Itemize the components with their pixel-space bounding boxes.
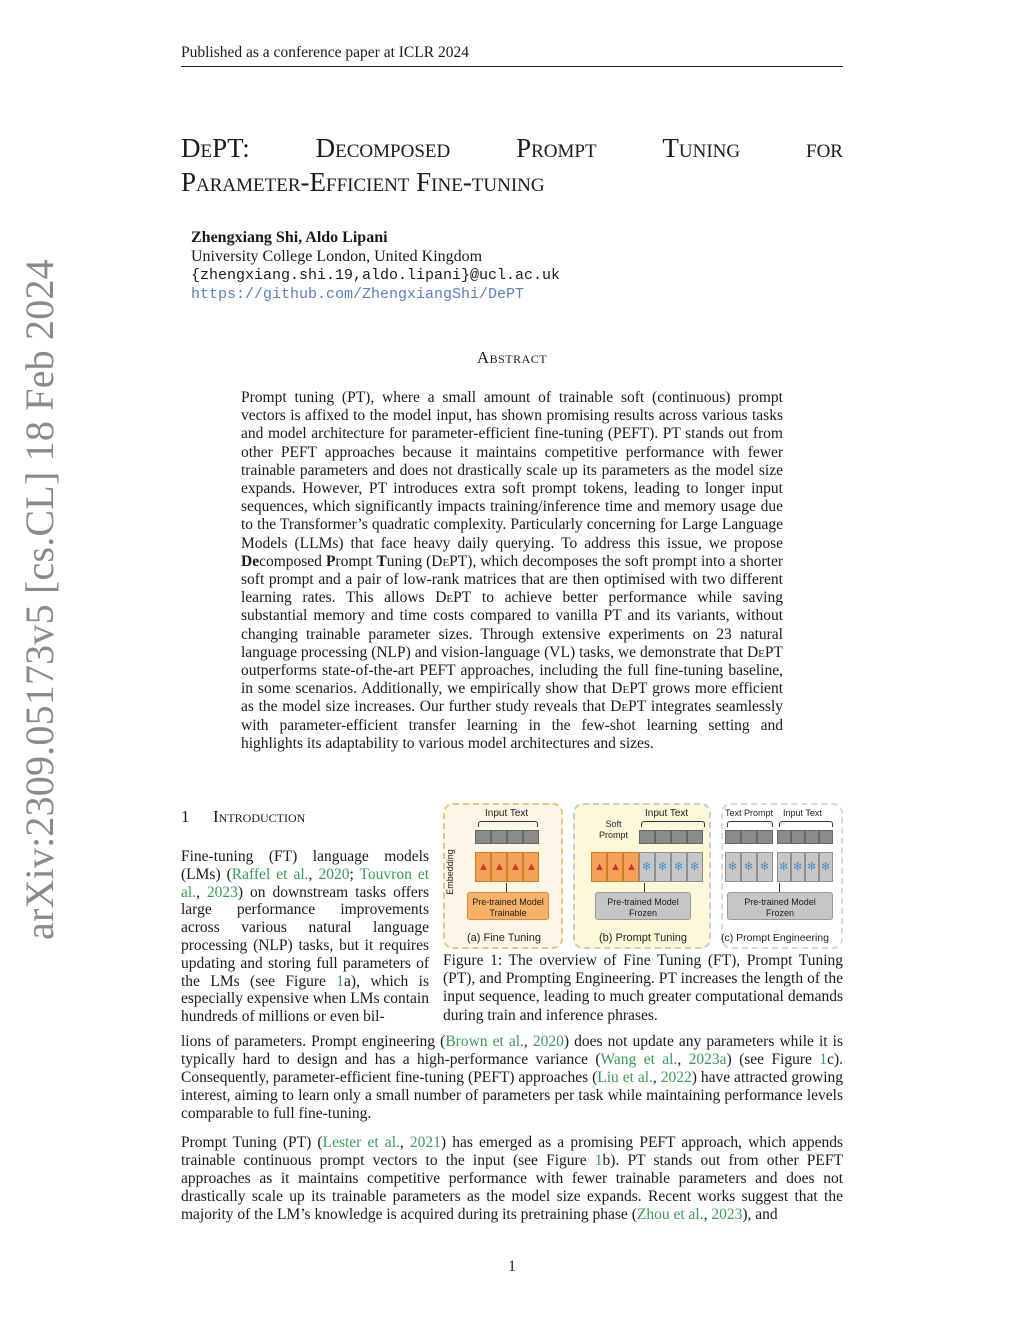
prompt-label: Prompt — [599, 830, 629, 840]
input-token — [507, 830, 523, 844]
figure-1 — [443, 803, 843, 949]
panel-caption: (c) Prompt Engineering — [721, 932, 829, 944]
abstract-bold-letter: T — [376, 552, 387, 570]
input-token — [475, 830, 491, 844]
figure-ref-link[interactable]: 1 — [819, 1051, 828, 1068]
abstract-text: Prompt tuning (PT), where a small amount of trainable soft (continuous) prompt vectors is affixed to the model input, has shown promising results across various tasks and model architecture for parameter-efficient fine-tuning (PEFT). PT stands out from other PEFT approaches because it maintains competitive performance with fewer trainable parameters and does not drastically scale up its parameters as the model size expands. However, PT introduces extra soft prompt tokens, leading to longer input sequences, which significantly impacts training/inference time and memory usage due to the Transformer’s quadratic complexity. Particularly concerning for Large Language Models (LLMs) that face heavy daily querying. To address this issue, we propose — [241, 389, 783, 552]
panel-prompt-tuning — [573, 803, 711, 949]
citation-link[interactable]: Lester et al. — [322, 1134, 400, 1151]
intro-text: ) have attracted growing interest, aiming to learn only a small number of parameters per task while maintaining performance levels comparable to full fine-tuning. — [181, 1069, 844, 1122]
brace — [779, 821, 833, 827]
snowflake-icon: ✻ — [674, 861, 684, 873]
intro-text: ) (see Figure — [726, 1051, 820, 1068]
figure-ref-link[interactable]: 1 — [336, 972, 345, 990]
snowflake-icon: ✻ — [779, 861, 789, 873]
panel-prompt-engineering — [721, 803, 843, 949]
flame-icon: ▲ — [610, 861, 621, 873]
snowflake-icon: ✻ — [744, 861, 754, 873]
prompt-token — [757, 830, 773, 844]
input-token — [523, 830, 539, 844]
page-number: 1 — [508, 1258, 516, 1275]
figure-ref-link[interactable]: 1 — [594, 1152, 603, 1169]
snowflake-icon: ✻ — [793, 861, 803, 873]
citation-link[interactable]: Brown et al. — [445, 1033, 524, 1050]
figure-1-caption: Figure 1: The overview of Fine Tuning (FT), Prompt Tuning (PT), and Prompting Engineering. PT increases the length of the input sequence, leading to much greater computational demands during train and inference phrases. — [443, 952, 843, 1024]
snowflake-icon: ✻ — [728, 861, 738, 873]
affiliation: University College London, United Kingdom — [191, 248, 483, 265]
citation-year-link[interactable]: 2020 — [318, 865, 350, 883]
model-state-label: Frozen — [765, 908, 794, 918]
citation-year-link[interactable]: 2023 — [206, 883, 238, 901]
panel-fine-tuning — [443, 803, 563, 949]
abstract-text: to achieve better performance while saving substantial memory and time costs compared to vanilla PT and its variants, without changing trainable parameter sizes. Through extensive experiments on 23 natural language processing (NLP) and vision-language (VL) tasks, we demonstrate that — [241, 589, 783, 661]
input-token — [671, 830, 687, 844]
intro-text: b). PT stands out from other PEFT approaches as it maintains competitive performance with fewer trainable parameters and does not drastically scale up its trainable parameters as the model size expands. Recent works suggest that the majority of the LM’s knowledge is acquired during its pretraining phase ( — [181, 1152, 843, 1223]
abstract-body — [241, 389, 783, 753]
section-number: 1 — [181, 807, 190, 826]
snowflake-icon: ✻ — [690, 861, 700, 873]
prompt-token — [725, 830, 741, 844]
arxiv-identifier: arXiv:2309.05173v5 [cs.CL] 18 Feb 2024 — [17, 259, 62, 940]
intro-paragraph-2: Prompt Tuning (PT) (Lester et al., 2021) has emerged as a promising PEFT approach, which appends trainable continuous prompt vectors to the input (see Figure 1b). PT stands out from other PEFT approaches as it maintains competitive performance with fewer trainable parameters and does not drastically scale up its trainable parameters as the model size expands. Recent works suggest that the majority of the LM’s knowledge is acquired during its pretraining phase (Zhou et al., 2023), and — [181, 1134, 843, 1223]
soft-prompt-label — [599, 819, 628, 841]
arrow — [506, 883, 507, 892]
abstract-text: ), which decomposes the soft prompt into a shorter soft prompt and a pair of low-rank matrices that are then optimised with two different learning rates. This allows — [241, 552, 783, 607]
citation-link[interactable]: Zhou et al. — [636, 1206, 704, 1223]
title-word: Prompt — [516, 133, 597, 163]
method-name: DePT — [610, 698, 647, 716]
abstract-text: grows more efficient as the model size increases. Our further study reveals that — [241, 680, 783, 716]
citation-year-link[interactable]: 2023a — [688, 1051, 727, 1068]
model-label: Pre-trained Model — [607, 897, 679, 907]
flame-icon: ▲ — [478, 861, 489, 873]
model-label: Pre-trained Model — [472, 897, 544, 907]
citation-link[interactable]: Touvron et al. — [181, 865, 430, 901]
embedding-label: Embedding — [444, 849, 455, 895]
title-word: for — [806, 133, 843, 163]
flame-icon: ▲ — [526, 861, 537, 873]
citation-year-link[interactable]: 2022 — [660, 1069, 692, 1086]
flame-icon: ▲ — [494, 861, 505, 873]
input-token — [819, 830, 833, 844]
abstract-text: uning ( — [386, 552, 432, 570]
panel-caption: (a) Fine Tuning — [467, 932, 541, 944]
repo-link[interactable]: https://github.com/ZhengxiangShi/DePT — [191, 286, 525, 303]
method-name: DePT — [611, 680, 648, 698]
input-token — [805, 830, 819, 844]
model-state-label: Frozen — [628, 908, 657, 918]
running-header: Published as a conference paper at ICLR 2024 — [181, 44, 469, 61]
brace — [478, 821, 538, 827]
prompt-token — [741, 830, 757, 844]
title-word: Decomposed — [315, 133, 451, 163]
title-line-2: Parameter-Efficient Fine-tuning — [181, 167, 545, 197]
citation-link[interactable]: Liu et al. — [597, 1069, 653, 1086]
flame-icon: ▲ — [594, 861, 605, 873]
flame-icon: ▲ — [510, 861, 521, 873]
author-names: Zhengxiang Shi, Aldo Lipani — [191, 229, 388, 246]
brace — [727, 821, 773, 827]
section-title: Introduction — [213, 807, 306, 826]
arrow — [779, 883, 780, 892]
section-heading-introduction — [181, 807, 305, 827]
intro-paragraph-1-continued: lions of parameters. Prompt engineering (Brown et al., 2020) does not update any parameters while it is typically hard to design and has a high-performance variance (Wang et al., 2023a) (see Figure 1c). Consequently, parameter-efficient fine-tuning (PEFT) approaches (Liu et al., 2022) have attracted growing interest, aiming to learn only a small number of parameters per task while maintaining performance levels comparable to full fine-tuning. — [181, 1033, 844, 1122]
intro-text: c). Consequently, parameter-efficient fine-tuning (PEFT) approaches ( — [181, 1051, 843, 1086]
input-token — [687, 830, 703, 844]
abstract-bold-letter: De — [241, 552, 260, 570]
title-word: Tuning — [662, 133, 741, 163]
input-text-label: Input Text — [645, 808, 689, 819]
input-token — [491, 830, 507, 844]
pretrained-model-frozen — [727, 892, 833, 920]
soft-label: Soft — [605, 819, 622, 829]
title-word: DePT: — [181, 133, 250, 163]
pretrained-model-frozen — [595, 892, 691, 920]
input-token — [777, 830, 791, 844]
author-emails[interactable]: {zhengxiang.shi.19,aldo.lipani}@ucl.ac.uk — [191, 267, 561, 284]
citation-link[interactable]: Wang et al. — [600, 1051, 678, 1068]
snowflake-icon: ✻ — [642, 861, 652, 873]
author-block — [191, 228, 831, 304]
input-token — [655, 830, 671, 844]
paper-title — [181, 131, 843, 199]
method-name: DePT — [431, 552, 468, 570]
snowflake-icon: ✻ — [658, 861, 668, 873]
pretrained-model-trainable — [467, 892, 549, 920]
snowflake-icon: ✻ — [760, 861, 770, 873]
citation-year-link[interactable]: 2020 — [532, 1033, 564, 1050]
abstract-text: outperforms state-of-the-art PEFT approaches, including the full fine-tuning baseline, in some scenarios. Additionally, we empirically show that — [241, 662, 783, 698]
title-line-1 — [181, 131, 843, 165]
input-text-label: Input Text — [783, 808, 822, 818]
citation-link[interactable]: Raffel et al. — [231, 865, 309, 883]
citation-year-link[interactable]: 2023 — [711, 1206, 743, 1223]
intro-paragraph-1-wrapped: Fine-tuning (FT) language models (LMs) (Raffel et al., 2020; Touvron et al., 2023) on downstream tasks offers large performance improvements across various natural language processing (NLP) tasks, but it requires updating and storing full parameters of the LMs (see Figure 1a), which is especially expensive when LMs contain hundreds of millions or even bil- — [181, 848, 430, 1026]
abstract-heading: Abstract — [476, 348, 548, 367]
model-state-label: Trainable — [489, 908, 527, 918]
method-name: DePT — [435, 589, 472, 607]
abstract-text: composed — [259, 552, 326, 570]
header-rule — [181, 66, 843, 67]
snowflake-icon: ✻ — [807, 861, 817, 873]
text-prompt-label: Text Prompt — [725, 808, 774, 818]
intro-text: Prompt Tuning (PT) ( — [181, 1134, 323, 1151]
method-name: DePT — [746, 643, 783, 661]
input-text-label: Input Text — [485, 808, 529, 819]
intro-text: ) does not update any parameters while it is typically hard to design and has a high-performance variance ( — [181, 1033, 844, 1068]
abstract-text: rompt — [335, 552, 377, 570]
abstract-bold-letter: P — [325, 552, 336, 570]
input-token — [639, 830, 655, 844]
input-token — [791, 830, 805, 844]
flame-icon: ▲ — [626, 861, 637, 873]
citation-year-link[interactable]: 2021 — [409, 1134, 441, 1151]
intro-text: ) has emerged as a promising PEFT approach, which appends trainable continuous prompt vectors to the input (see Figure — [181, 1134, 843, 1169]
model-label: Pre-trained Model — [744, 897, 816, 907]
brace — [641, 821, 705, 827]
arrow — [644, 883, 645, 892]
panel-caption: (b) Prompt Tuning — [599, 932, 688, 944]
snowflake-icon: ✻ — [821, 861, 831, 873]
intro-text: ), and — [742, 1206, 778, 1223]
abstract-text: integrates seamlessly with parameter-efficient transfer learning in the few-shot learning setting and highlights its adaptability to various model architectures and sizes. — [241, 698, 784, 752]
